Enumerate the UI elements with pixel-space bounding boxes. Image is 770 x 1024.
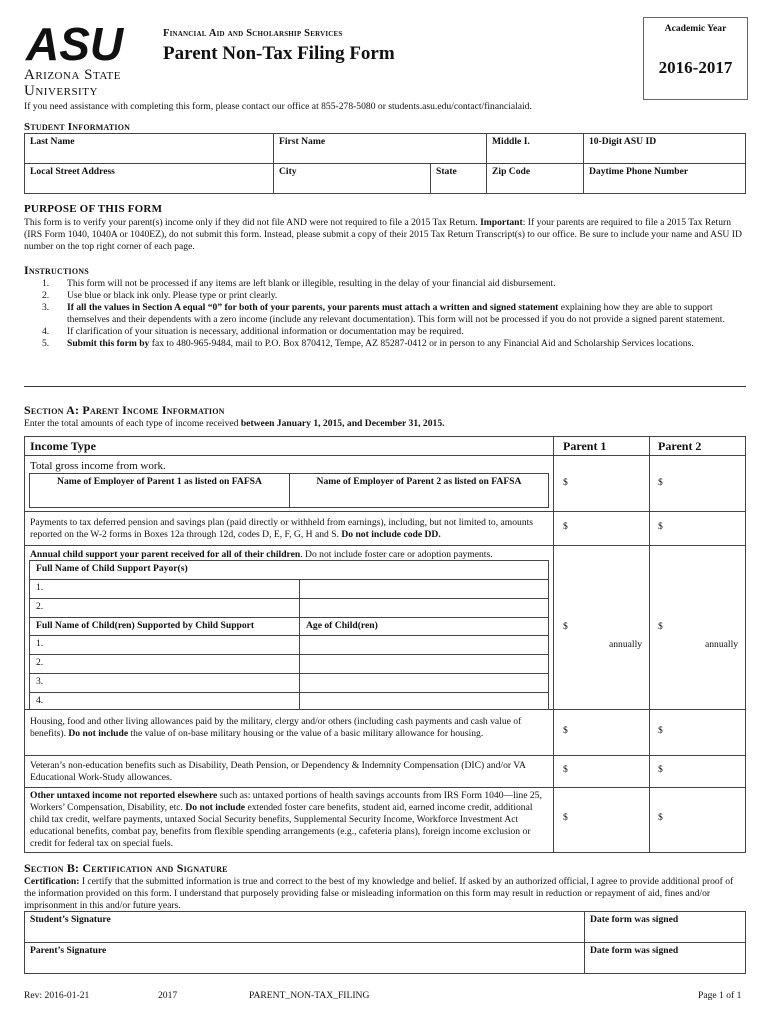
child-4-field[interactable]: 4.	[30, 693, 300, 710]
last-name-field[interactable]: Last Name	[25, 134, 274, 164]
child-4-age[interactable]	[300, 693, 549, 710]
employer-table	[29, 473, 549, 508]
divider	[24, 386, 746, 387]
academic-year-box	[643, 17, 748, 100]
student-info-table	[24, 133, 746, 194]
purpose-important: Important	[480, 217, 523, 228]
other-untaxed-exclusion: Do not include	[185, 801, 246, 813]
phone-field[interactable]: Daytime Phone Number	[584, 164, 746, 194]
instruction-bold: Submit this form by	[67, 337, 150, 349]
purpose-text	[24, 217, 746, 253]
other-untaxed-p2-input[interactable]: $	[658, 812, 663, 823]
student-signature-field[interactable]: Student’s Signature	[25, 912, 585, 943]
instruction-bold: If all the values in Section A equal “0” for both of your parents, your parents must attach a written and signed statement	[67, 301, 559, 313]
academic-year-label: Academic Year	[664, 23, 727, 34]
pension-p1-input[interactable]: $	[563, 521, 568, 532]
instruction-num: 5.	[42, 337, 50, 349]
housing-p1-input[interactable]: $	[563, 725, 568, 736]
first-name-field[interactable]: First Name	[274, 134, 487, 164]
parent2-header: Parent 2	[658, 439, 702, 453]
employer2-field[interactable]: Name of Employer of Parent 2 as listed on FAFSA	[290, 474, 549, 508]
housing-exclusion: Do not include	[68, 727, 129, 739]
student-info-heading: Student Information	[24, 121, 131, 133]
form-title: Parent Non-Tax Filing Form	[163, 43, 395, 64]
veteran-p2-input[interactable]: $	[658, 764, 663, 775]
payor-2-field[interactable]: 2.	[30, 599, 300, 618]
p1-annually: annually	[609, 639, 643, 650]
pension-p2-input[interactable]: $	[658, 521, 663, 532]
children-table	[29, 617, 549, 710]
university-name-line1: Arizona State	[24, 67, 121, 83]
payor-table	[29, 560, 549, 618]
child-1-age[interactable]	[300, 636, 549, 655]
child-support-bold: Annual child support your parent received for all of their children	[30, 549, 301, 560]
child-3-field[interactable]: 3.	[30, 674, 300, 693]
veteran-p1-input[interactable]: $	[563, 764, 568, 775]
parent-signature-field[interactable]: Parent’s Signature	[25, 943, 585, 974]
parent1-header: Parent 1	[563, 439, 607, 453]
other-untaxed-bold: Other untaxed income not reported elsewhere	[30, 790, 218, 801]
section-a-heading: Section A: Parent Income Information	[24, 403, 225, 417]
footer-year: 2017	[158, 990, 178, 1001]
child-support-text: . Do not include foster care or adoption payments.	[300, 549, 493, 560]
payor-label: Full Name of Child Support Payor(s)	[30, 561, 549, 580]
child-1-field[interactable]: 1.	[30, 636, 300, 655]
section-a-intro-b: between January 1, 2015, and December 31, 2015.	[240, 418, 445, 429]
pension-exclusion: Do not include code DD.	[341, 528, 441, 540]
certification-label: Certification:	[24, 876, 80, 887]
child-3-age[interactable]	[300, 674, 549, 693]
footer-form-code: PARENT_NON-TAX_FILING	[249, 990, 370, 1001]
state-field[interactable]: State	[431, 164, 487, 194]
student-date-field[interactable]: Date form was signed	[585, 912, 746, 943]
pension-text: Payments to tax deferred pension and savings plan (paid directly or withheld from earnings), including, but not limited to, amounts reported on the W-2 forms in Boxes 12a through 12d, codes D, E, F, G, H and S.	[30, 517, 534, 540]
gross-income-label: Total gross income from work.	[30, 460, 166, 472]
instruction-item	[42, 290, 747, 302]
employer1-field[interactable]: Name of Employer of Parent 1 as listed on FAFSA	[30, 474, 290, 508]
section-b-heading: Section B: Certification and Signature	[24, 861, 228, 875]
children-label: Full Name of Child(ren) Supported by Child Support	[30, 618, 300, 636]
income-table	[24, 436, 746, 853]
other-untaxed-p1-input[interactable]: $	[563, 812, 568, 823]
academic-year-value: 2016-2017	[658, 57, 733, 77]
footer-revision: Rev: 2016-01-21	[24, 990, 90, 1001]
instruction-text: Use blue or black ink only. Please type or print clearly.	[67, 289, 278, 301]
instruction-text: explaining how they are able to support themselves and their dependents with a zero income (include any relevant documentation). This form will not be processed if you do not provide a signed parent statement.	[67, 301, 725, 325]
gross-p1-input[interactable]: $	[563, 477, 568, 488]
child-2-age[interactable]	[300, 655, 549, 674]
asu-logo-icon	[24, 20, 124, 64]
instruction-text: fax to 480-965-9484, mail to P.O. Box 870412, Tempe, AZ 85287-0412 or in person to any Financial Aid and Scholarship Services locations.	[149, 337, 694, 349]
other-untaxed-text: such as: untaxed portions of health savings accounts from IRS Form 1040—line 25, Workers’ Compensation, Disability, etc.	[30, 790, 542, 813]
assistance-text: If you need assistance with completing this form, please contact our office at 855-278-5080 or students.asu.edu/contact/financialaid.	[24, 101, 532, 112]
veteran-label: Veteran’s non-education benefits such as Disability, Death Pension, or Dependency & Indemnity Compensation (DIC) and/or VA Educational Work-Study allowances.	[30, 760, 526, 783]
street-address-field[interactable]: Local Street Address	[25, 164, 274, 194]
pension-label	[30, 517, 545, 541]
child-support-p1-input[interactable]: $	[563, 621, 568, 632]
housing-label	[30, 716, 545, 740]
other-untaxed-label	[30, 790, 548, 850]
instruction-item	[42, 278, 747, 290]
housing-text-c: the value of on-base military housing or the value of a basic military allowance for housing.	[128, 727, 484, 739]
instructions-list	[42, 278, 747, 350]
instruction-num: 4.	[42, 325, 50, 337]
other-untaxed-text-d: extended foster care benefits, student aid, earned income credit, additional child tax credit, welfare payments, untaxed Social Security benefits, Supplemental Security Income, Workforce Investment Act educational benefits, combat pay, benefits from flexible spending arrangements (e.g., cafeteria plans), foreign income exclusion or credit for federal tax on special fuels.	[30, 801, 533, 849]
instruction-item	[42, 338, 747, 350]
instruction-num: 3.	[42, 301, 50, 313]
city-field[interactable]: City	[274, 164, 431, 194]
zip-code-field[interactable]: Zip Code	[487, 164, 584, 194]
signature-table	[24, 911, 746, 974]
asu-logo	[24, 20, 134, 102]
section-a-intro-a: Enter the total amounts of each type of income received	[24, 418, 241, 429]
middle-initial-field[interactable]: Middle I.	[487, 134, 584, 164]
child-support-p2-input[interactable]: $	[658, 621, 663, 632]
child-2-field[interactable]: 2.	[30, 655, 300, 674]
svg-text:ASU: ASU	[26, 20, 124, 64]
purpose-heading: PURPOSE OF THIS FORM	[24, 203, 163, 215]
purpose-text-c: : If your parents are required to file a 2015 Tax Return (IRS Form 1040, 1040A or 1040EZ), do not submit this form. Instead, please submit a copy of their 2015 Tax Return Transcript(s) to our office. Be sure to include your name and ASU ID number on the top right corner of each page.	[24, 217, 742, 252]
payor-1-field[interactable]: 1.	[30, 580, 300, 599]
instruction-text: If clarification of your situation is necessary, additional information or documentation may be required.	[67, 325, 464, 337]
certification-body: I certify that the submitted information is true and correct to the best of my knowledge and belief. If asked by an authorized official, I agree to provide additional proof of the information provided on this form. I understand that purposely providing false or misleading information on this form may result in reduction or repayment of aid, fines and/or imprisonment in this and/or future years.	[24, 876, 734, 911]
payor-2-extra[interactable]	[300, 599, 549, 618]
income-type-header: Income Type	[30, 439, 96, 453]
instruction-text: This form will not be processed if any items are left blank or illegible, resulting in the delay of your financial aid disbursement.	[67, 278, 556, 289]
instruction-item	[42, 302, 747, 326]
university-name-line2: University	[24, 82, 98, 99]
housing-text: Housing, food and other living allowances paid by the military, clergy and/or others (including cash payments and cash value of benefits).	[30, 716, 522, 739]
instruction-num: 1.	[42, 278, 50, 289]
purpose-text-a: This form is to verify your parent(s) income only if they did not file AND were not required to file a 2015 Tax Return.	[24, 217, 481, 228]
p2-annually: annually	[705, 639, 739, 650]
housing-p2-input[interactable]: $	[658, 725, 663, 736]
section-a-intro	[24, 418, 746, 430]
instruction-item	[42, 326, 747, 338]
parent-date-field[interactable]: Date form was signed	[585, 943, 746, 974]
certification-text	[24, 876, 746, 912]
department-name: Financial Aid and Scholarship Services	[163, 28, 343, 39]
instructions-heading: Instructions	[24, 263, 89, 277]
instruction-num: 2.	[42, 289, 50, 301]
payor-1-extra[interactable]	[300, 580, 549, 599]
asu-id-field[interactable]: 10-Digit ASU ID	[584, 134, 746, 164]
age-label: Age of Child(ren)	[300, 618, 549, 636]
gross-p2-input[interactable]: $	[658, 477, 663, 488]
footer-page: Page 1 of 1	[698, 990, 742, 1001]
